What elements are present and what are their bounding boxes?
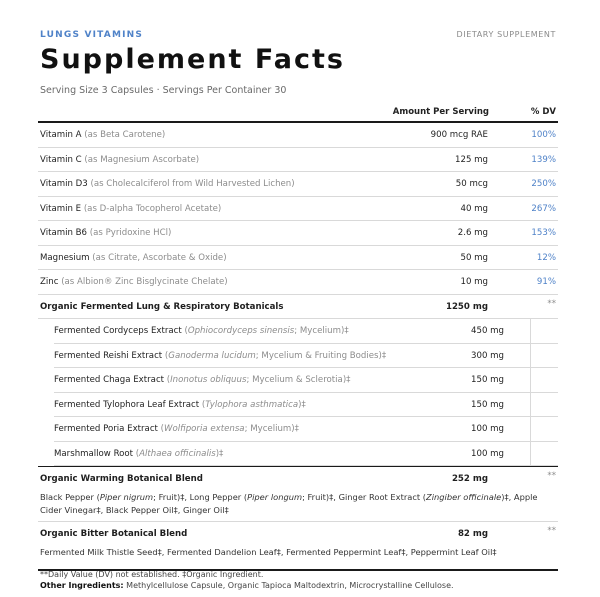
ingredient-row: Marshmallow Root (Althaea officinalis)‡ 100 mg (54, 442, 558, 467)
ingredient-latin: Althaea officinalis (139, 448, 216, 459)
nutrient-source: (as D-alpha Tocopherol Acetate) (83, 203, 222, 214)
nutrient-name: Vitamin A (40, 130, 82, 140)
nutrient-name: Magnesium (40, 252, 90, 263)
nutrient-dv: 91% (536, 277, 556, 287)
column-header-dv: % DV (530, 107, 556, 117)
nutrient-row (38, 123, 558, 148)
ingredient-name: Fermented Cordyceps Extract (54, 326, 182, 336)
column-header-amount: Amount Per Serving (392, 107, 489, 117)
nutrient-amount: 10 mg (460, 277, 488, 287)
nutrient-name: Zinc (40, 277, 59, 287)
blend-amount: 1250 mg (445, 301, 488, 312)
ingredient-part: ; Mycelium & Sclerotia)‡ (246, 375, 351, 385)
blend-items (38, 319, 558, 466)
ingredient-amount: 450 mg (471, 326, 504, 336)
ingredient-latin: Tylophora asthmatica (205, 399, 299, 410)
nutrient-row (38, 246, 558, 271)
ingredient-row: Fermented Tylophora Leaf Extract (Tylophora asthmatica)‡ 150 mg (54, 393, 558, 418)
nutrient-row (38, 172, 558, 197)
ingredient-name: Fermented Tylophora Leaf Extract (54, 399, 200, 410)
nutrient-amount: 40 mg (460, 203, 488, 214)
nutrient-row (38, 197, 558, 222)
nutrient-dv: 100% (531, 130, 556, 140)
blend-description: Fermented Milk Thistle Seed‡, Fermented Dandelion Leaf‡, Fermented Peppermint Leaf‡, Peppermint Leaf Oil‡ (40, 547, 497, 557)
ingredient-latin: Ophiocordyceps sinensis (187, 326, 295, 336)
ingredient-row: Fermented Cordyceps Extract (Ophiocordyceps sinensis; Mycelium)‡ 450 mg (54, 319, 558, 344)
blend-description: Black Pepper (Piper nigrum; Fruit)‡, Long Pepper (Piper longum; Fruit)‡, Ginger Root Extract (Zingiber officinale)‡, Apple Cider Vinegar‡, Black Pepper Oil‡, Ginger Oil‡ (38, 491, 558, 522)
nutrient-name: Vitamin B6 (40, 228, 88, 238)
nutrient-source: (as Beta Carotene) (84, 130, 166, 140)
ingredient-row: Fermented Chaga Extract (Inonotus obliquus; Mycelium & Sclerotia)‡ 150 mg (54, 368, 558, 393)
ingredient-latin: Wolfiporia extensa (164, 424, 245, 434)
ingredient-amount: 100 mg (471, 424, 504, 434)
nutrient-row (38, 148, 558, 173)
nutrient-dv: 153% (531, 228, 556, 238)
ingredient-name: Fermented Reishi Extract (54, 350, 163, 361)
ingredient-name: Fermented Poria Extract (54, 424, 158, 434)
blend-dv: ** (547, 298, 556, 309)
ingredient-amount: 300 mg (471, 350, 504, 361)
ingredient-latin: Inonotus obliquus (170, 375, 247, 385)
brand-name: LUNGS VITAMINS (40, 30, 144, 40)
ingredient-part: ; Mycelium & Fruiting Bodies)‡ (255, 350, 387, 361)
footnote (40, 569, 454, 591)
nutrient-name: Vitamin E (40, 203, 82, 214)
ingredient-part: )‡ (298, 399, 306, 410)
nutrient-source: (as Citrate, Ascorbate & Oxide) (92, 252, 227, 263)
blend-dv: ** (547, 471, 556, 481)
blend-row (38, 522, 558, 547)
nutrient-amount: 125 mg (455, 154, 488, 165)
ingredient-row: Fermented Reishi Extract (Ganoderma lucidum; Mycelium & Fruiting Bodies)‡ 300 mg (54, 344, 558, 369)
nutrient-source: (as Magnesium Ascorbate) (84, 154, 200, 165)
blend-amount: 82 mg (457, 528, 488, 539)
nutrient-source: (as Albion® Zinc Bisglycinate Chelate) (61, 277, 228, 287)
nutrient-amount: 50 mcg (455, 179, 488, 189)
blend-row (38, 466, 558, 491)
nutrient-dv: 267% (531, 203, 556, 214)
nutrient-dv: 139% (531, 154, 556, 165)
blend-name: Organic Fermented Lung & Respiratory Botanicals (40, 301, 284, 312)
nutrient-amount: 50 mg (460, 252, 488, 263)
nutrient-dv: 250% (531, 179, 556, 189)
serving-info: Serving Size 3 Capsules · Servings Per Container 30 (40, 85, 287, 96)
other-ingredients: Methylcellulose Capsule, Organic Tapioca Maltodextrin, Microcrystalline Cellulose. (123, 581, 454, 590)
ingredient-row: Fermented Poria Extract (Wolfiporia extensa; Mycelium)‡ 100 mg (54, 417, 558, 442)
nutrient-row (38, 270, 558, 295)
ingredient-name: Fermented Chaga Extract (54, 375, 165, 385)
nutrient-name: Vitamin C (40, 154, 82, 165)
nutrient-row (38, 221, 558, 246)
nutrient-amount: 900 mcg RAE (430, 130, 488, 140)
dv-note: **Daily Value (DV) not established. ‡Organic Ingredient. (40, 570, 264, 579)
ingredient-part: )‡ (215, 448, 224, 459)
ingredient-part: ; Mycelium)‡ (294, 326, 349, 336)
facts-table (38, 123, 558, 571)
nutrient-amount: 2.6 mg (457, 228, 488, 238)
nutrient-source: (as Pyridoxine HCl) (89, 228, 172, 238)
blend-name: Organic Warming Botanical Blend (40, 474, 203, 484)
blend-name: Organic Bitter Botanical Blend (40, 528, 188, 539)
blend-dv: ** (547, 525, 556, 536)
other-ingredients-label: Other Ingredients: (40, 581, 124, 590)
blend-row (38, 295, 558, 320)
nutrient-dv: 12% (536, 252, 556, 263)
nutrient-name: Vitamin D3 (40, 179, 88, 189)
page-title: Supplement Facts (40, 44, 345, 75)
ingredient-amount: 100 mg (471, 448, 504, 459)
ingredient-latin: Ganoderma lucidum (168, 350, 256, 361)
ingredient-name: Marshmallow Root (54, 448, 134, 459)
blend-amount: 252 mg (451, 474, 488, 484)
nutrient-source: (as Cholecalciferol from Wild Harvested Lichen) (90, 179, 295, 189)
category-label: DIETARY SUPPLEMENT (456, 30, 556, 39)
ingredient-amount: 150 mg (471, 399, 504, 410)
ingredient-amount: 150 mg (471, 375, 504, 385)
ingredient-part: ; Mycelium)‡ (244, 424, 299, 434)
